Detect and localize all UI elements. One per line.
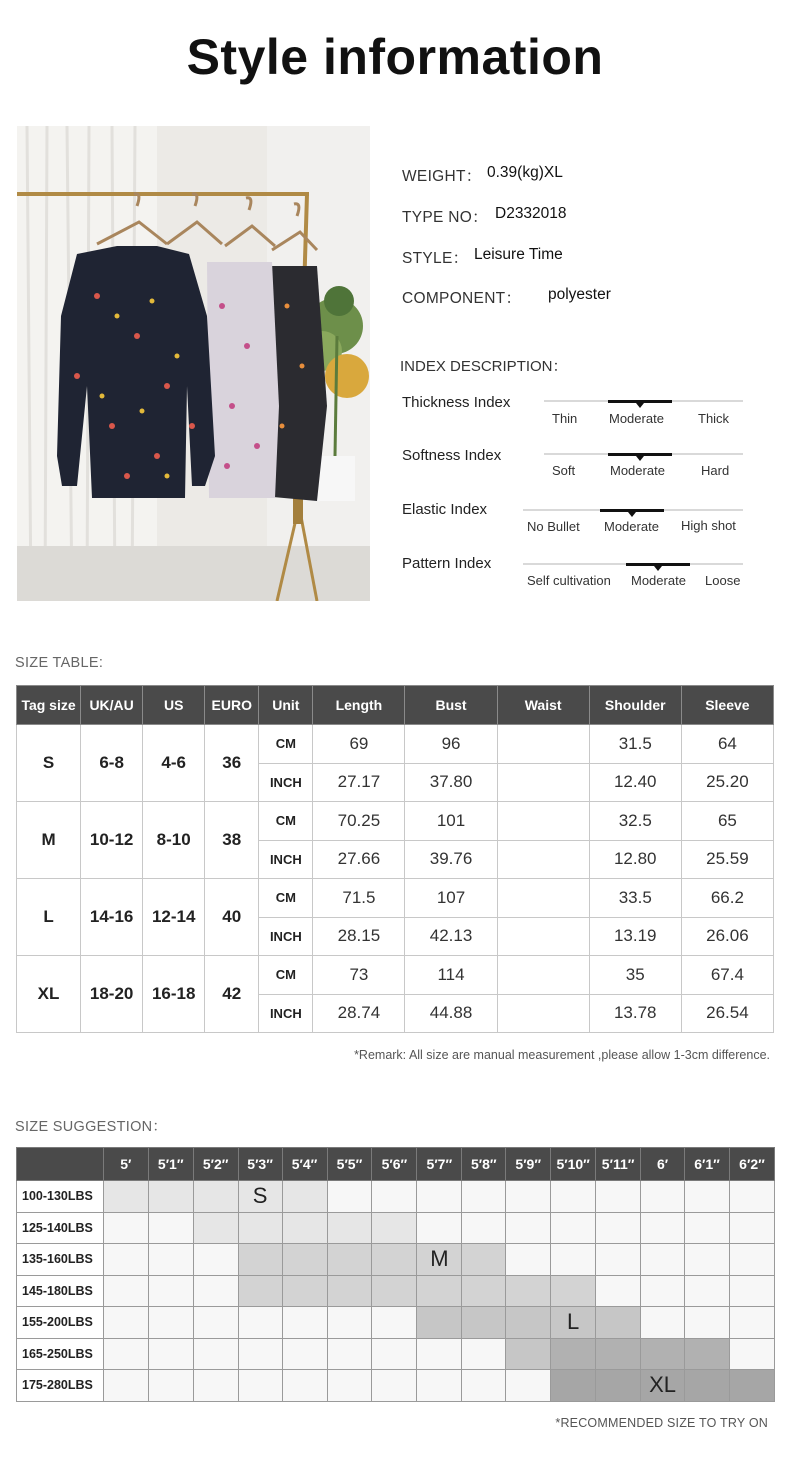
- unit-cell: INCH: [259, 994, 313, 1033]
- bust-cell: 37.80: [405, 763, 497, 802]
- pattern-option-loose: Loose: [705, 573, 741, 588]
- weight-row: [17, 1307, 775, 1339]
- suggestion-cell: [282, 1338, 327, 1370]
- softness-option-hard: Hard: [701, 463, 730, 478]
- suggestion-cell: [103, 1244, 148, 1276]
- weight-value: 0.39(kg)XL: [487, 164, 563, 181]
- height-header: 6′1″: [685, 1148, 730, 1181]
- sleeve-cell: 64: [681, 725, 773, 764]
- col-header-uk-au: UK/AU: [81, 686, 143, 725]
- col-header-euro: EURO: [205, 686, 259, 725]
- weight-label: 175-280LBS: [17, 1370, 104, 1402]
- suggestion-cell: [641, 1181, 685, 1213]
- euro-cell: 40: [205, 879, 259, 956]
- suggestion-cell: [596, 1307, 641, 1339]
- spec-component: [402, 286, 611, 308]
- tag-size-cell: L: [17, 879, 81, 956]
- suggestion-cell: [462, 1275, 506, 1307]
- weight-row: [17, 1338, 775, 1370]
- col-header-sleeve: Sleeve: [681, 686, 773, 725]
- height-header: 6′2″: [729, 1148, 774, 1181]
- shoulder-cell: 31.5: [589, 725, 681, 764]
- suggestion-cell: [193, 1244, 238, 1276]
- euro-cell: 38: [205, 802, 259, 879]
- length-cell: 28.74: [313, 994, 405, 1033]
- suggestion-cell: [327, 1307, 372, 1339]
- suggestion-cell: [148, 1338, 193, 1370]
- suggestion-cell: [729, 1370, 774, 1402]
- suggestion-cell: [238, 1275, 282, 1307]
- height-header: 5′2″: [193, 1148, 238, 1181]
- product-photo: [17, 126, 370, 601]
- unit-cell: CM: [259, 725, 313, 764]
- suggestion-cell: [238, 1370, 282, 1402]
- weight-row: [17, 1212, 775, 1244]
- suggestion-cell: [551, 1275, 596, 1307]
- suggestion-cell: [372, 1338, 417, 1370]
- uk-au-cell: 14-16: [81, 879, 143, 956]
- suggestion-cell: [148, 1370, 193, 1402]
- suggestion-cell: [417, 1212, 462, 1244]
- suggestion-cell: [238, 1244, 282, 1276]
- height-header: 5′: [103, 1148, 148, 1181]
- suggestion-cell: [193, 1307, 238, 1339]
- type-value: D2332018: [495, 205, 567, 222]
- height-header: 5′3″: [238, 1148, 282, 1181]
- bust-cell: 96: [405, 725, 497, 764]
- euro-cell: 36: [205, 725, 259, 802]
- type-label: TYPE NO：: [402, 209, 488, 226]
- weight-row: [17, 1370, 775, 1402]
- size-suggestion-grid: [16, 1147, 775, 1402]
- suggestion-cell: [462, 1338, 506, 1370]
- suggestion-cell: [238, 1338, 282, 1370]
- softness-option-moderate: Moderate: [610, 463, 665, 478]
- weight-label: 145-180LBS: [17, 1275, 104, 1307]
- suggestion-cell: [417, 1181, 462, 1213]
- suggestion-cell: [729, 1275, 774, 1307]
- suggestion-cell: [685, 1181, 730, 1213]
- size-remark: *Remark: All size are manual measurement ,please allow 1-3cm difference.: [354, 1048, 770, 1062]
- col-header-unit: Unit: [259, 686, 313, 725]
- us-cell: 12-14: [143, 879, 205, 956]
- table-row: [17, 956, 774, 995]
- suggestion-cell: [641, 1212, 685, 1244]
- shoulder-cell: 13.19: [589, 917, 681, 956]
- elastic-index-label: Elastic Index: [402, 501, 488, 518]
- size-suggestion-heading: SIZE SUGGESTION：: [15, 1119, 168, 1135]
- table-row: [17, 802, 774, 841]
- suggestion-cell: [327, 1212, 372, 1244]
- spec-weight: [402, 164, 563, 186]
- height-header: 5′6″: [372, 1148, 417, 1181]
- style-label: STYLE：: [402, 250, 469, 267]
- suggestion-cell: [417, 1307, 462, 1339]
- suggestion-cell: [238, 1307, 282, 1339]
- sleeve-cell: 26.06: [681, 917, 773, 956]
- softness-index-label: Softness Index: [402, 447, 502, 464]
- suggestion-cell: [327, 1338, 372, 1370]
- suggestion-cell: [372, 1244, 417, 1276]
- size-label: M: [430, 1246, 449, 1272]
- weight-row: [17, 1275, 775, 1307]
- suggestion-cell: [641, 1370, 685, 1402]
- thickness-option-thin: Thin: [552, 411, 578, 426]
- suggestion-cell: [596, 1370, 641, 1402]
- height-header: 5′7″: [417, 1148, 462, 1181]
- suggestion-cell: [729, 1338, 774, 1370]
- length-cell: 28.15: [313, 917, 405, 956]
- suggestion-cell: [193, 1370, 238, 1402]
- suggestion-cell: [641, 1244, 685, 1276]
- weight-row: [17, 1181, 775, 1213]
- weight-label: 100-130LBS: [17, 1181, 104, 1213]
- suggestion-cell: [103, 1212, 148, 1244]
- uk-au-cell: 6-8: [81, 725, 143, 802]
- height-header: 5′10″: [551, 1148, 596, 1181]
- weight-label: 165-250LBS: [17, 1338, 104, 1370]
- bust-cell: 44.88: [405, 994, 497, 1033]
- uk-au-cell: 18-20: [81, 956, 143, 1033]
- size-label: S: [252, 1183, 268, 1209]
- suggestion-cell: [551, 1181, 596, 1213]
- suggestion-cell: [103, 1181, 148, 1213]
- weight-row: [17, 1244, 775, 1276]
- suggestion-cell: [506, 1370, 551, 1402]
- suggestion-cell: [282, 1212, 327, 1244]
- bust-cell: 101: [405, 802, 497, 841]
- component-value: polyester: [548, 286, 611, 303]
- suggestion-cell: [417, 1275, 462, 1307]
- waist-cell: [497, 763, 589, 802]
- length-cell: 71.5: [313, 879, 405, 918]
- suggestion-cell: [462, 1244, 506, 1276]
- spec-type: [402, 205, 567, 227]
- suggestion-cell: [417, 1244, 462, 1276]
- length-cell: 70.25: [313, 802, 405, 841]
- sleeve-cell: 25.20: [681, 763, 773, 802]
- thickness-index-label: Thickness Index: [402, 394, 511, 411]
- suggestion-cell: [417, 1370, 462, 1402]
- pattern-option-self-cultivation: Self cultivation: [527, 573, 611, 588]
- suggestion-cell: [685, 1275, 730, 1307]
- suggestion-cell: [193, 1212, 238, 1244]
- suggestion-cell: [685, 1244, 730, 1276]
- tag-size-cell: XL: [17, 956, 81, 1033]
- pattern-index-label: Pattern Index: [402, 555, 492, 572]
- suggestion-cell: [372, 1181, 417, 1213]
- suggestion-cell: [506, 1275, 551, 1307]
- shoulder-cell: 35: [589, 956, 681, 995]
- shoulder-cell: 12.40: [589, 763, 681, 802]
- col-header-waist: Waist: [497, 686, 589, 725]
- table-row: [17, 725, 774, 764]
- suggestion-cell: [506, 1338, 551, 1370]
- size-label: XL: [649, 1372, 677, 1398]
- thickness-option-moderate: Moderate: [609, 411, 664, 426]
- suggestion-cell: [596, 1275, 641, 1307]
- suggestion-cell: [729, 1307, 774, 1339]
- size-table: [16, 685, 774, 1033]
- us-cell: 8-10: [143, 802, 205, 879]
- suggestion-cell: [148, 1212, 193, 1244]
- recommended-note: *RECOMMENDED SIZE TO TRY ON: [555, 1416, 768, 1430]
- weight-label: WEIGHT：: [402, 168, 482, 185]
- suggestion-cell: [282, 1275, 327, 1307]
- weight-label: 135-160LBS: [17, 1244, 104, 1276]
- bust-cell: 107: [405, 879, 497, 918]
- elastic-option-moderate: Moderate: [604, 519, 659, 534]
- suggestion-cell: [506, 1181, 551, 1213]
- length-cell: 73: [313, 956, 405, 995]
- elastic-option-high-shot: High shot: [681, 518, 736, 533]
- sleeve-cell: 26.54: [681, 994, 773, 1033]
- waist-cell: [497, 994, 589, 1033]
- unit-cell: CM: [259, 879, 313, 918]
- tag-size-cell: S: [17, 725, 81, 802]
- suggestion-cell: [685, 1307, 730, 1339]
- pattern-option-moderate: Moderate: [631, 573, 686, 588]
- suggestion-cell: [462, 1370, 506, 1402]
- suggestion-cell: [685, 1370, 730, 1402]
- suggestion-cell: [148, 1275, 193, 1307]
- suggestion-cell: [103, 1338, 148, 1370]
- suggestion-cell: [193, 1338, 238, 1370]
- suggestion-cell: [193, 1181, 238, 1213]
- suggestion-cell: [417, 1338, 462, 1370]
- height-header: 5′5″: [327, 1148, 372, 1181]
- suggestion-cell: [327, 1244, 372, 1276]
- unit-cell: INCH: [259, 840, 313, 879]
- suggestion-cell: [729, 1181, 774, 1213]
- suggestion-cell: [551, 1307, 596, 1339]
- size-table-header-row: [17, 686, 774, 725]
- suggestion-cell: [372, 1212, 417, 1244]
- suggestion-cell: [282, 1307, 327, 1339]
- unit-cell: INCH: [259, 763, 313, 802]
- suggestion-cell: [327, 1370, 372, 1402]
- suggestion-cell: [282, 1244, 327, 1276]
- height-header: 5′1″: [148, 1148, 193, 1181]
- suggestion-cell: [506, 1307, 551, 1339]
- size-label: L: [567, 1309, 580, 1335]
- suggestion-cell: [596, 1338, 641, 1370]
- sleeve-cell: 25.59: [681, 840, 773, 879]
- suggestion-cell: [372, 1275, 417, 1307]
- suggestion-cell: [462, 1181, 506, 1213]
- shoulder-cell: 12.80: [589, 840, 681, 879]
- elastic-pointer-icon: [628, 512, 636, 517]
- waist-cell: [497, 917, 589, 956]
- suggestion-cell: [148, 1244, 193, 1276]
- unit-cell: CM: [259, 802, 313, 841]
- col-header-shoulder: Shoulder: [589, 686, 681, 725]
- component-label: COMPONENT：: [402, 290, 522, 307]
- suggestion-cell: [372, 1307, 417, 1339]
- col-header-bust: Bust: [405, 686, 497, 725]
- us-cell: 16-18: [143, 956, 205, 1033]
- suggestion-cell: [551, 1244, 596, 1276]
- euro-cell: 42: [205, 956, 259, 1033]
- suggestion-cell: [327, 1181, 372, 1213]
- suggestion-cell: [193, 1275, 238, 1307]
- uk-au-cell: 10-12: [81, 802, 143, 879]
- bust-cell: 114: [405, 956, 497, 995]
- suggestion-cell: [282, 1370, 327, 1402]
- suggestion-cell: [641, 1307, 685, 1339]
- height-header: 5′9″: [506, 1148, 551, 1181]
- suggestion-cell: [238, 1212, 282, 1244]
- suggestion-cell: [282, 1181, 327, 1213]
- unit-cell: CM: [259, 956, 313, 995]
- suggestion-cell: [596, 1244, 641, 1276]
- waist-cell: [497, 840, 589, 879]
- height-header: 5′4″: [282, 1148, 327, 1181]
- thickness-option-thick: Thick: [698, 411, 730, 426]
- spec-style: [402, 246, 563, 268]
- pattern-pointer-icon: [654, 566, 662, 571]
- bust-cell: 39.76: [405, 840, 497, 879]
- suggestion-cell: [641, 1275, 685, 1307]
- bust-cell: 42.13: [405, 917, 497, 956]
- sleeve-cell: 66.2: [681, 879, 773, 918]
- suggestion-cell: [506, 1244, 551, 1276]
- col-header-us: US: [143, 686, 205, 725]
- suggestion-cell: [551, 1370, 596, 1402]
- suggestion-cell: [596, 1212, 641, 1244]
- suggestion-cell: [551, 1212, 596, 1244]
- height-header: 6′: [641, 1148, 685, 1181]
- suggestion-cell: [462, 1307, 506, 1339]
- elastic-option-no-bullet: No Bullet: [527, 519, 580, 534]
- page-title: Style information: [186, 29, 604, 85]
- style-value: Leisure Time: [474, 246, 563, 263]
- length-cell: 27.17: [313, 763, 405, 802]
- col-header-length: Length: [313, 686, 405, 725]
- weight-label: 155-200LBS: [17, 1307, 104, 1339]
- tag-size-cell: M: [17, 802, 81, 879]
- shoulder-cell: 32.5: [589, 802, 681, 841]
- height-header: 5′8″: [462, 1148, 506, 1181]
- height-header: 5′11″: [596, 1148, 641, 1181]
- length-cell: 69: [313, 725, 405, 764]
- suggestion-cell: [729, 1244, 774, 1276]
- sleeve-cell: 65: [681, 802, 773, 841]
- suggestion-cell: [641, 1338, 685, 1370]
- suggestion-cell: [103, 1275, 148, 1307]
- suggestion-cell: [551, 1338, 596, 1370]
- suggestion-cell: [596, 1181, 641, 1213]
- waist-cell: [497, 725, 589, 764]
- suggestion-cell: [462, 1212, 506, 1244]
- softness-pointer-icon: [636, 456, 644, 461]
- weight-label: 125-140LBS: [17, 1212, 104, 1244]
- suggestion-cell: [729, 1212, 774, 1244]
- corner-cell: [17, 1148, 104, 1181]
- waist-cell: [497, 956, 589, 995]
- shoulder-cell: 13.78: [589, 994, 681, 1033]
- suggestion-cell: [506, 1212, 551, 1244]
- suggestion-cell: [685, 1212, 730, 1244]
- col-header-tag-size: Tag size: [17, 686, 81, 725]
- shoulder-cell: 33.5: [589, 879, 681, 918]
- unit-cell: INCH: [259, 917, 313, 956]
- size-table-heading: SIZE TABLE:: [15, 655, 104, 671]
- length-cell: 27.66: [313, 840, 405, 879]
- waist-cell: [497, 879, 589, 918]
- sleeve-cell: 67.4: [681, 956, 773, 995]
- index-description-heading: INDEX DESCRIPTION：: [400, 358, 568, 375]
- suggestion-cell: [148, 1181, 193, 1213]
- table-row: [17, 879, 774, 918]
- suggestion-cell: [103, 1307, 148, 1339]
- suggestion-cell: [685, 1338, 730, 1370]
- suggestion-cell: [327, 1275, 372, 1307]
- suggestion-cell: [148, 1307, 193, 1339]
- thickness-pointer-icon: [636, 403, 644, 408]
- height-header-row: [17, 1148, 775, 1181]
- waist-cell: [497, 802, 589, 841]
- suggestion-cell: [372, 1370, 417, 1402]
- us-cell: 4-6: [143, 725, 205, 802]
- softness-option-soft: Soft: [552, 463, 576, 478]
- suggestion-cell: [238, 1181, 282, 1213]
- suggestion-cell: [103, 1370, 148, 1402]
